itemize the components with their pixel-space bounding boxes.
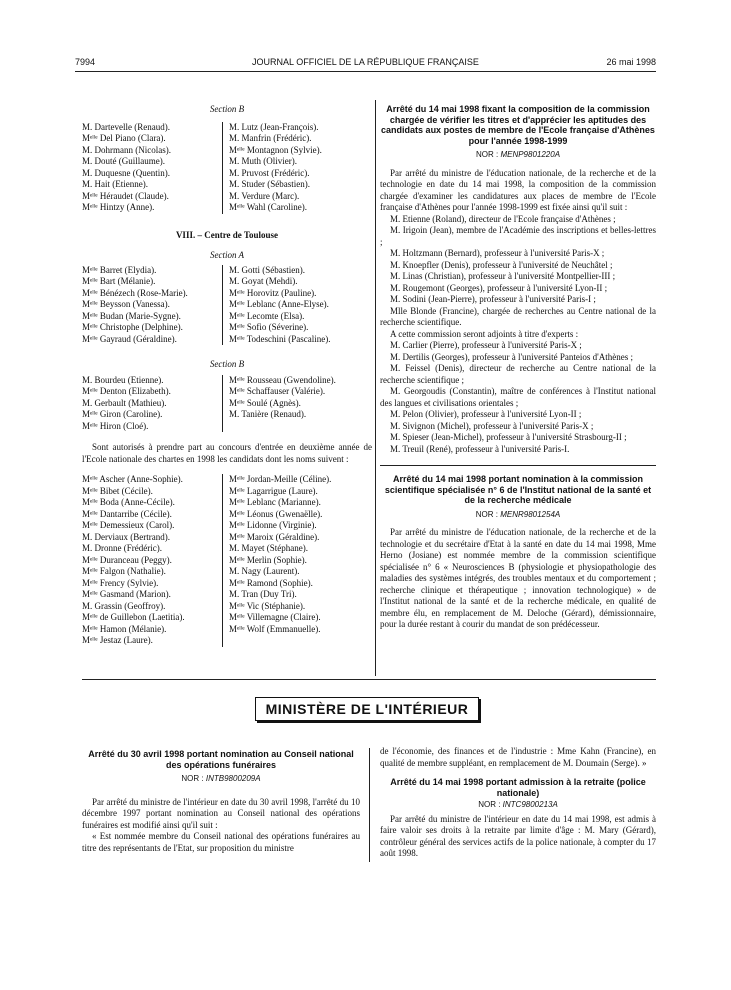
name-entry: Mᵉˡˡᵉ Soulé (Agnès).: [229, 397, 301, 408]
section-heading: Section B: [209, 104, 245, 114]
decree-paragraph: Mlle Blonde (Francine), chargée de recherches au Centre national de la recherche scientifique.: [380, 305, 656, 327]
authorized-paragraph: Sont autorisés à prendre part au concours d'entrée en deuxième année de l'Ecole nationale des chartes en 1998 les candidats dont les noms suivent :: [82, 442, 372, 464]
name-entry: M. Muth (Olivier).: [229, 156, 297, 166]
nor-reference: NOR : INTC9800213A: [478, 800, 558, 809]
name-entry: Mᵉˡˡᵉ de Guillebon (Laetitia).: [82, 612, 185, 622]
bottom-left-column: [82, 749, 360, 854]
name-entry: Mᵉˡˡᵉ Boda (Anne-Cécile).: [82, 497, 175, 507]
name-entry: Mᵉˡˡᵉ Hamon (Mélanie).: [82, 623, 167, 634]
name-entry: M. Grassin (Geoffroy).: [82, 600, 166, 611]
name-entry: Mᵉˡˡᵉ Beysson (Vanessa).: [82, 299, 170, 309]
name-entry: Mᵉˡˡᵉ Dantarribe (Cécile).: [82, 508, 172, 519]
name-list-col2: [222, 375, 336, 433]
name-entry: Mᵉˡˡᵉ Montagnon (Sylvie).: [229, 144, 322, 155]
name-entry: M. Lutz (Jean-François).: [229, 121, 319, 132]
decree-paragraph: M. Georgoudis (Constantin), maître de conférences à l'Institut national des langues et civilisations orientales ;: [380, 386, 656, 408]
name-entry: Mᵉˡˡᵉ Schaffauser (Valérie).: [229, 386, 326, 396]
name-entry: M. Dronne (Frédéric).: [82, 543, 162, 553]
decree-paragraph: M. Linas (Christian), professeur à l'université Montpellier-III ;: [390, 271, 616, 281]
decree-title: Arrêté du 14 mai 1998 portant nomination à la commission scientifique spécialisée n° 6 de l'Institut national de la santé et de la recherche médicale: [384, 474, 652, 505]
decree-title: Arrêté du 14 mai 1998 fixant la composition de la commission chargée de vérifier les titres et d'apprécier les aptitudes des candidats aux postes de membre de l'Ecole française d'Athènes pour l'année 1998-1999: [381, 104, 655, 146]
name-entry: M. Mayet (Stéphane).: [229, 543, 308, 553]
name-entry: M. Duquesne (Quentin).: [82, 167, 170, 178]
name-list-col2: [222, 474, 331, 647]
name-entry: Mᵉˡˡᵉ Leblanc (Marianne).: [229, 497, 321, 507]
name-entry: Mᵉˡˡᵉ Lagarrigue (Laure).: [229, 485, 318, 496]
name-entry: M. Nagy (Laurent).: [229, 566, 300, 576]
name-entry: Mᵉˡˡᵉ Demessieux (Carol).: [82, 520, 175, 530]
page-number: 7994: [75, 57, 96, 67]
decree-paragraph: Par arrêté du ministre de l'éducation nationale, de la recherche et de la technologie en date du 14 mai 1998, la composition de la commission chargée d'examiner les candidatures aux places de membre de l'Ecole française d'Athènes pour l'année 1998-1999 est fixée ainsi qu'il suit :: [380, 167, 656, 212]
name-list-col1: [82, 474, 222, 647]
name-entry: Mᵉˡˡᵉ Barret (Elydia).: [82, 264, 157, 275]
name-entry: Mᵉˡˡᵉ Ascher (Anne-Sophie).: [82, 474, 183, 484]
centre-title: VIII. – Centre de Toulouse: [175, 229, 279, 240]
name-entry: Mᵉˡˡᵉ Wolf (Emmanuelle).: [229, 623, 321, 634]
name-entry: Mᵉˡˡᵉ Lidonne (Virginie).: [229, 520, 317, 530]
name-entry: Mᵉˡˡᵉ Léonus (Gwenaëlle).: [229, 508, 323, 519]
section-heading: Section A: [209, 250, 245, 260]
name-entry: Mᵉˡˡᵉ Denton (Elizabeth).: [82, 386, 171, 396]
name-entry: M. Dartevelle (Renaud).: [82, 121, 170, 132]
name-entry: Mᵉˡˡᵉ Del Piano (Clara).: [82, 133, 166, 143]
decree-paragraph: Par arrêté du ministre de l'intérieur en date du 30 avril 1998, l'arrêté du 10 décembre 1997 portant nomination au Conseil national des opérations funéraires est modifié ainsi qu'il suit :: [82, 796, 360, 830]
name-entry: Mᵉˡˡᵉ Merlin (Sophie).: [229, 554, 307, 565]
name-entry: Mᵉˡˡᵉ Frency (Sylvie).: [82, 577, 159, 588]
name-list: [82, 474, 372, 647]
name-entry: Mᵉˡˡᵉ Villemagne (Claire).: [229, 612, 321, 622]
decree-paragraph: M. Pelon (Olivier), professeur à l'université Lyon-II ;: [390, 409, 582, 419]
nor-reference: NOR : INTB9800209A: [181, 774, 261, 783]
decree-paragraph: A cette commission seront adjoints à titre d'experts :: [390, 328, 579, 339]
decree-body: [380, 168, 656, 456]
name-entry: M. Gotti (Sébastien).: [229, 264, 305, 275]
name-entry: Mᵉˡˡᵉ Héraudet (Claude).: [82, 190, 169, 201]
column-divider: [369, 748, 370, 862]
name-entry: Mᵉˡˡᵉ Bénézech (Rose-Marie).: [82, 287, 188, 298]
decree-paragraph: M. Sivignon (Michel), professeur à l'université Paris-X ;: [390, 420, 594, 431]
name-entry: Mᵉˡˡᵉ Wahl (Caroline).: [229, 202, 307, 212]
name-entry: Mᵉˡˡᵉ Jordan-Meille (Céline).: [229, 474, 332, 484]
decree-continuation: de l'économie, des finances et de l'industrie : Mme Kahn (Francine), en qualité de membre suppléant, en remplacement de M. Doumain (Serge). »: [380, 746, 656, 768]
ministry-banner: [255, 697, 479, 721]
name-list: [82, 375, 372, 433]
decree-paragraph: « Est nommée membre du Conseil national des opérations funéraires au titre des représentants de l'Etat, sur proposition du ministre: [82, 831, 360, 853]
name-entry: Mᵉˡˡᵉ Ramond (Sophie).: [229, 577, 313, 588]
decree-title: Arrêté du 30 avril 1998 portant nomination au Conseil national des opérations funéraires: [88, 749, 354, 770]
decree-paragraph: M. Sodini (Jean-Pierre), professeur à l'université Paris-I ;: [390, 294, 596, 304]
name-entry: Mᵉˡˡᵉ Budan (Marie-Sygne).: [82, 310, 181, 321]
name-list-col1: [82, 265, 222, 346]
header-rule: [75, 71, 656, 72]
name-entry: M. Tanière (Renaud).: [229, 409, 307, 419]
decree-paragraph: M. Etienne (Roland), directeur de l'Ecole française d'Athènes ;: [390, 213, 616, 224]
ministry-title: MINISTÈRE DE L'INTÉRIEUR: [265, 701, 469, 717]
decree-paragraph: Par arrêté du ministre de l'éducation nationale, de la recherche et de la technologie et du secrétaire d'Etat à la santé en date du 14 mai 1998, Mme Herno (Josiane) est nommée membre de la commission scientifique spécialisée n° 6 « Neurosciences B (physiologie et physiopathologie des maladies des systèmes intégrés, des troubles mentaux et du comportement ; recherche clinique et thérapeutique ; innovation technologique) » de l'Institut national de la santé et de la recherche médicale, en qualité de membre élu, en remplacement de M. Deloche (Gérard), démissionnaire, pour la durée restant à courir du mandat de son prédécesseur.: [380, 527, 656, 629]
name-list-col1: [82, 122, 222, 214]
decree-paragraph: M. Dertilis (Georges), professeur à l'université Panteios d'Athènes ;: [390, 351, 634, 362]
name-list-col2: [222, 122, 322, 214]
name-entry: M. Hait (Etienne).: [82, 179, 148, 189]
name-entry: Mᵉˡˡᵉ Leblanc (Anne-Elyse).: [229, 299, 329, 309]
name-entry: Mᵉˡˡᵉ Christophe (Delphine).: [82, 322, 183, 332]
name-entry: Mᵉˡˡᵉ Horovitz (Pauline).: [229, 287, 317, 298]
name-entry: M. Derviaux (Bertrand).: [82, 531, 170, 542]
name-entry: Mᵉˡˡᵉ Gayraud (Géraldine).: [82, 333, 177, 344]
name-entry: Mᵉˡˡᵉ Bart (Mélanie).: [82, 276, 156, 286]
name-entry: Mᵉˡˡᵉ Duranceau (Peggy).: [82, 554, 172, 565]
issue-date: 26 mai 1998: [606, 57, 656, 67]
section-rule: [82, 679, 656, 680]
column-divider: [375, 100, 376, 676]
bottom-right-column: [380, 746, 656, 860]
name-entry: Mᵉˡˡᵉ Giron (Caroline).: [82, 409, 163, 419]
decree-paragraph: M. Spieser (Jean-Michel), professeur à l'université Strasbourg-II ;: [390, 432, 627, 442]
right-column: [380, 104, 656, 631]
page-header: [75, 57, 656, 69]
decree-title: Arrêté du 14 mai 1998 portant admission à la retraite (police nationale): [390, 777, 646, 798]
name-list-col2: [222, 265, 331, 346]
name-entry: Mᵉˡˡᵉ Rousseau (Gwendoline).: [229, 374, 336, 385]
name-entry: M. Gerbault (Mathieu).: [82, 397, 167, 408]
name-entry: Mᵉˡˡᵉ Gasmand (Marion).: [82, 589, 171, 599]
left-column: [82, 104, 372, 647]
name-entry: Mᵉˡˡᵉ Bibet (Cécile).: [82, 485, 153, 496]
nor-reference: NOR : MENR9801254A: [475, 509, 561, 519]
name-entry: M. Tran (Duy Tri).: [229, 589, 297, 599]
decree-paragraph: M. Rougemont (Georges), professeur à l'université Lyon-II ;: [390, 282, 608, 293]
name-entry: Mᵉˡˡᵉ Maroix (Géraldine).: [229, 531, 320, 542]
decree-paragraph: M. Irigoin (Jean), membre de l'Académie des inscriptions et belles-lettres ;: [380, 225, 656, 247]
name-entry: M. Verdure (Marc).: [229, 190, 300, 201]
name-entry: M. Pruvost (Frédéric).: [229, 167, 310, 178]
name-entry: Mᵉˡˡᵉ Lecomte (Elsa).: [229, 310, 305, 321]
name-entry: Mᵉˡˡᵉ Sofio (Séverine).: [229, 322, 309, 332]
decree-paragraph: M. Treuil (René), professeur à l'université Paris-I.: [390, 443, 570, 454]
decree-paragraph: M. Holtzmann (Bernard), professeur à l'université Paris-X ;: [390, 248, 605, 258]
decree-paragraph: M. Knoepfler (Denis), professeur à l'université de Neuchâtel ;: [390, 259, 613, 270]
name-list: [82, 265, 372, 346]
name-entry: Mᵉˡˡᵉ Vic (Stéphanie).: [229, 600, 306, 611]
separator-rule: [380, 465, 656, 466]
name-entry: M. Dohrmann (Nicolas).: [82, 144, 171, 155]
decree-paragraph: M. Feissel (Denis), directeur de recherche au Centre national de la recherche scientifique ;: [380, 363, 656, 385]
section-heading: Section B: [209, 359, 245, 369]
name-entry: M. Bourdeu (Etienne).: [82, 374, 164, 385]
name-entry: M. Douté (Guillaume).: [82, 156, 165, 166]
name-entry: Mᵉˡˡᵉ Falgon (Nathalie).: [82, 566, 166, 576]
name-list: [82, 122, 372, 214]
decree-paragraph: M. Carlier (Pierre), professeur à l'université Paris-X ;: [390, 340, 582, 350]
name-entry: Mᵉˡˡᵉ Todeschini (Pascaline).: [229, 333, 331, 344]
nor-reference: NOR : MENP9801220A: [475, 150, 561, 159]
name-entry: M. Manfrin (Frédéric).: [229, 133, 312, 143]
name-entry: Mᵉˡˡᵉ Hiron (Cloé).: [82, 420, 149, 431]
name-entry: Mᵉˡˡᵉ Hintzy (Anne).: [82, 202, 155, 212]
name-list-col1: [82, 375, 222, 433]
journal-title: JOURNAL OFFICIEL DE LA RÉPUBLIQUE FRANÇAISE: [252, 57, 479, 67]
name-entry: M. Goyat (Mehdi).: [229, 276, 298, 286]
name-entry: M. Studer (Sébastien).: [229, 179, 310, 189]
name-entry: Mᵉˡˡᵉ Jestaz (Laure).: [82, 635, 153, 645]
decree-paragraph: Par arrêté du ministre de l'intérieur en date du 14 mai 1998, est admis à faire valoir ses droits à la retraite par limite d'âge : M. Mary (Gérard), contrôleur général des services actifs de la police nationale, à compter du 17 août 1998.: [380, 813, 656, 858]
